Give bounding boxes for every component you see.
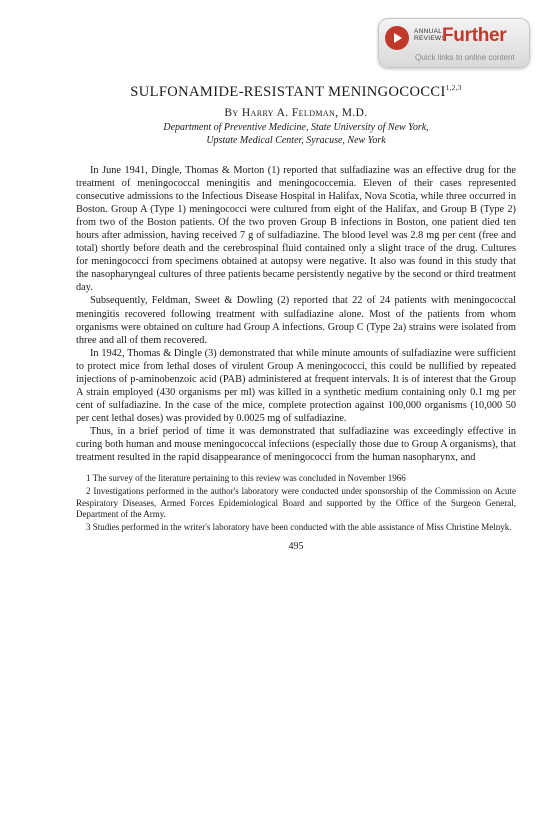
title-text: SULFONAMIDE-RESISTANT MENINGOCOCCI xyxy=(130,84,446,100)
article-title xyxy=(76,84,516,101)
further-badge[interactable] xyxy=(378,18,530,68)
paragraph-4: Thus, in a brief period of time it was demonstrated that sulfadiazine was exceedingly effective in curing both human and mouse meningococcal infections (especially those due to Group A organisms), that treatment resulted in the rapid disappearance of meningococci from the human nasopharynx, and xyxy=(76,425,516,464)
badge-annual-reviews xyxy=(414,28,447,42)
article-body xyxy=(76,164,516,464)
play-icon xyxy=(385,26,409,50)
article-author: By Harry A. Feldman, M.D. xyxy=(224,107,368,119)
footnote-3: 3 Studies performed in the writer's laboratory have been conducted with the able assistance of Miss Christine Melnyk. xyxy=(86,522,512,533)
footnote-2: 2 Investigations performed in the author's laboratory were conducted under sponsorship of the Commission on Acute Respiratory Diseases, Armed Forces Epidemiological Board and supported by the Office of the Surgeon General, Department of the Army. xyxy=(76,485,516,520)
paragraph-1: In June 1941, Dingle, Thomas & Morton (1) reported that sulfadiazine was an effective drug for the treatment of meningococcal meningitis and meningococcemia. Eleven of their cases represented consecutive admissions to the Infectious Disease Hospital in Halifax, Nova Scotia, while three occurred in Boston. Group A (Type 1) meningococci were cultured from eight of the Halifax, and Group B (Type 2) from two of the Boston patients. Of the two proven Group B infections in Boston, one patient died ten hours after admission, having received 7 g of sulfadiazine. The blood level was 2.8 mg per cent (free and total) shortly before death and the cerebrospinal fluid contained only a slight trace of the drug. Cultures for meningococci from specimens obtained at autopsy were negative. It also was found in this study that the nasopharyngeal cultures of three patients became persistently negative by the second or third treatment day. xyxy=(76,165,516,294)
article-page xyxy=(76,84,516,552)
page-number: 495 xyxy=(288,541,304,553)
badge-annual: ANNUAL xyxy=(414,28,442,35)
badge-reviews: REVIEWS xyxy=(414,35,447,42)
affiliation xyxy=(76,121,516,147)
badge-further: Further xyxy=(442,25,507,46)
paragraph-2: Subsequently, Feldman, Sweet & Dowling (2) reported that 22 of 24 patients with meningococcal meningitis recovered following treatment with sulfadiazine alone. Most of the patients from whom organisms were obtained on culture had Group A infections. Group C (Type 2a) strains were isolated from three and all of them recovered. xyxy=(76,295,516,346)
affiliation-line-2: Upstate Medical Center, Syracuse, New York xyxy=(206,135,386,146)
paragraph-3: In 1942, Thomas & Dingle (3) demonstrated that while minute amounts of sulfadiazine were sufficient to protect mice from lethal doses of virulent Group A meningococci, this could be nullified by repeated injections of p-aminobenzoic acid (PAB) administered at frequent intervals. It is of interest that the Group A strain employed (430 organisms per ml) was killed in a synthetic medium containing only 0.1 mg per cent of sulfadiazine. In the case of the mice, complete protection against 100,000 organisms (10,000 50 per cent lethal doses) was provided by 0.0025 mg of sulfadiazine. xyxy=(76,347,516,424)
affiliation-line-1: Department of Preventive Medicine, State University of New York, xyxy=(163,122,429,133)
title-footnote-marks: 1,2,3 xyxy=(445,84,462,93)
footnote-1: 1 The survey of the literature pertaining to this review was concluded in November 1966 xyxy=(86,473,406,484)
badge-subtitle: Quick links to online content xyxy=(415,53,515,62)
footnotes xyxy=(76,473,516,534)
